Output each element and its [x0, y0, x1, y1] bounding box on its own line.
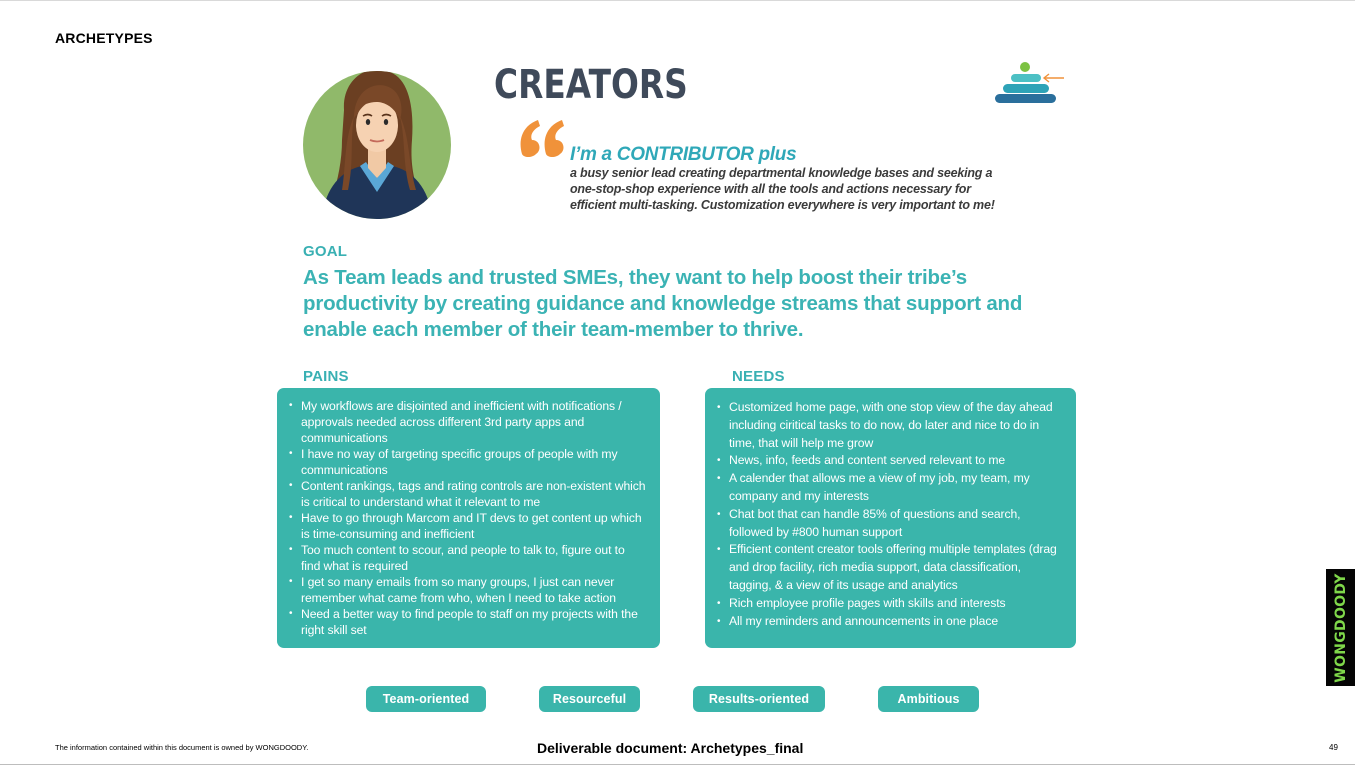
- list-item: • Rich employee profile pages with skills and interests: [717, 595, 1062, 613]
- section-title: ARCHETYPES: [55, 30, 153, 46]
- trait-badge-resourceful: Resourceful: [539, 686, 640, 712]
- pyramid-level-icon: [992, 60, 1064, 106]
- pains-label: PAINS: [303, 368, 349, 385]
- list-item: • Need a better way to find people to staff on my projects with the right skill set: [289, 606, 646, 638]
- list-item: • News, info, feeds and content served relevant to me: [717, 452, 1062, 470]
- needs-box: [705, 388, 1076, 648]
- list-item: • Chat bot that can handle 85% of questions and search, followed by #800 human support: [717, 506, 1062, 542]
- list-item: • I have no way of targeting specific groups of people with my communications: [289, 446, 646, 478]
- list-item: • A calender that allows me a view of my job, my team, my company and my interests: [717, 470, 1062, 506]
- list-item: • All my reminders and announcements in one place: [717, 613, 1062, 631]
- needs-label: NEEDS: [732, 368, 785, 385]
- footer-document-name: Deliverable document: Archetypes_final: [537, 740, 804, 756]
- persona-avatar: [302, 70, 452, 220]
- list-item: • Have to go through Marcom and IT devs to get content up which is time-consuming and inefficient: [289, 510, 646, 542]
- pains-box: [277, 388, 660, 648]
- persona-title: CREATORS: [494, 62, 688, 108]
- trait-badge-ambitious: Ambitious: [878, 686, 979, 712]
- list-item: • Content rankings, tags and rating controls are non-existent which is critical to understand what it relevant to me: [289, 478, 646, 510]
- brand-tab: [1326, 569, 1355, 686]
- list-item: • I get so many emails from so many groups, I just can never remember what came from who, when I need to take action: [289, 574, 646, 606]
- list-item: • Customized home page, with one stop view of the day ahead including ciritical tasks to do now, do later and nice to do in time, that will help me grow: [717, 399, 1062, 452]
- brand-logo: WONGDOODY: [1332, 572, 1349, 683]
- top-divider: [0, 0, 1355, 1]
- trait-badge-results-oriented: Results-oriented: [693, 686, 825, 712]
- list-item: • Too much content to scour, and people to talk to, figure out to find what is required: [289, 542, 646, 574]
- list-item: • My workflows are disjointed and inefficient with notifications / approvals needed across different 3rd party apps and communications: [289, 398, 646, 446]
- goal-label: GOAL: [303, 243, 348, 260]
- page-number: 49: [1329, 743, 1338, 752]
- quote-mark-icon: [518, 118, 568, 160]
- footer-ownership-note: The information contained within this document is owned by WONGDOODY.: [55, 743, 309, 752]
- pains-list: [289, 398, 646, 638]
- quote-heading: I’m a CONTRIBUTOR plus: [570, 144, 797, 165]
- needs-list: [717, 399, 1062, 630]
- trait-badge-team-oriented: Team-oriented: [366, 686, 486, 712]
- list-item: • Efficient content creator tools offering multiple templates (drag and drop facility, rich media support, data classification, tagging, & a view of its usage and analytics: [717, 541, 1062, 594]
- bottom-divider: [0, 764, 1355, 765]
- goal-text: As Team leads and trusted SMEs, they want to help boost their tribe’s productivity by creating guidance and knowledge streams that support and enable each member of their team-member to thrive.: [303, 266, 1023, 341]
- quote-body: a busy senior lead creating departmental knowledge bases and seeking a one-stop-shop experience with all the tools and actions necessary for efficient multi-tasking. Customization everywhere is very important to me!: [570, 166, 995, 212]
